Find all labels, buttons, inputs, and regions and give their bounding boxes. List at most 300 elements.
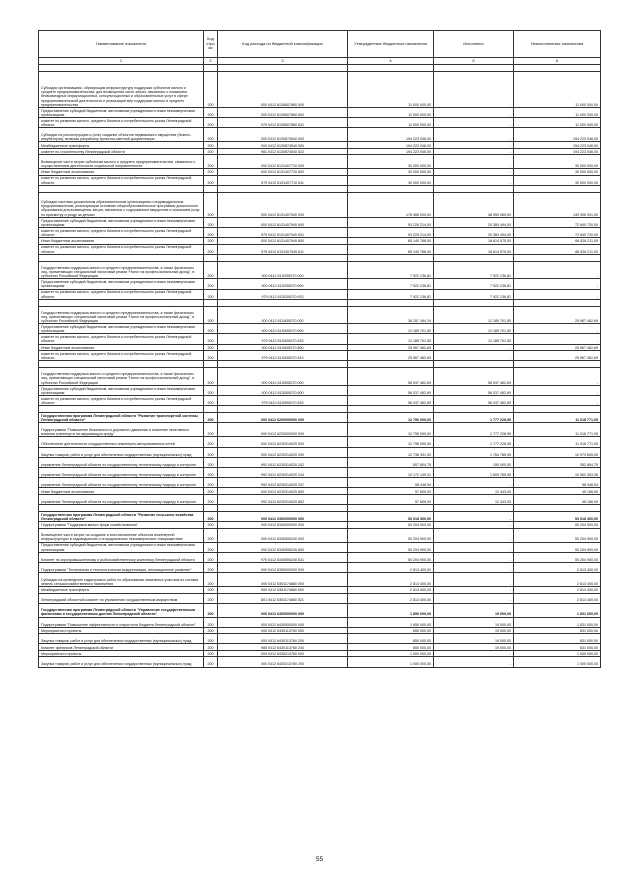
row-executed: 38 959 069,00 <box>434 192 514 217</box>
row-unexecuted: - <box>514 334 601 344</box>
table-row <box>39 368 601 386</box>
row-approved: 30 000 000,00 <box>348 169 434 176</box>
spacer-cell <box>348 504 434 511</box>
row-approved: 1 000 000,00 <box>348 650 434 657</box>
row-kbk: 979 0412 613I455270 813 <box>218 351 348 361</box>
spacer-cell <box>39 65 204 72</box>
spacer-cell <box>514 406 601 413</box>
row-name: Иные бюджетные ассигнования <box>39 344 204 351</box>
row-executed: 19 000,00 <box>434 603 514 617</box>
row-unexecuted: 30 000 000,00 <box>514 169 601 176</box>
row-kbk: 000 0412 6230314020 800 <box>218 488 348 495</box>
row-line-code: 200 <box>204 437 218 447</box>
table-row <box>39 494 601 504</box>
col-header-line-code: Код стро ки <box>204 31 218 58</box>
table-row <box>39 279 601 289</box>
row-line-code: 200 <box>204 627 218 634</box>
row-line-code: 200 <box>204 227 218 237</box>
row-approved: 178 366 000,00 <box>348 192 434 217</box>
row-line-code: 200 <box>204 385 218 395</box>
spacer-cell <box>434 299 514 306</box>
row-kbk: 979 0412 6130607860 631 <box>218 118 348 128</box>
row-kbk: 000 0412 6430000000 000 <box>218 617 348 627</box>
row-line-code: 200 <box>204 279 218 289</box>
row-kbk: 992 0412 6230314020 852 <box>218 494 348 504</box>
row-kbk: 000 0412 6131407940 800 <box>218 238 348 245</box>
row-approved: 1 850 000,00 <box>348 603 434 617</box>
spacer-cell <box>434 504 514 511</box>
row-line-code: 200 <box>204 118 218 128</box>
row-name: Субсидии частным дошкольным образовательным организациям и индивидуальным предпринимателям, реализующим основные общеобразовательные программы дошкольного образования для возмещения затрат, связанных с содержанием имущества и оказанием услуг по присмотру и уходу за детьми <box>39 192 204 217</box>
row-name: комитет по развитию малого, среднего бизнеса и потребительского рынка Ленинградской области <box>39 334 204 344</box>
col-number: 6 <box>514 58 601 65</box>
row-executed: - <box>434 586 514 593</box>
spacer-row <box>39 504 601 511</box>
row-name: Государственная поддержка малого и среднего предпринимательства, а также физических лиц, применяющих специальный налоговый режим "Налог на профессиональный доход", в субъектах Российской Федерации <box>39 368 204 386</box>
spacer-cell <box>218 254 348 261</box>
row-unexecuted: 45 166,00 <box>514 488 601 495</box>
row-executed: 1 777 228,95 <box>434 437 514 447</box>
row-approved: 7 922 236,81 <box>348 289 434 299</box>
table-row <box>39 175 601 185</box>
row-kbk: 000 0412 6430113760 200 <box>218 634 348 644</box>
row-executed: - <box>434 155 514 169</box>
spacer-cell <box>514 504 601 511</box>
row-unexecuted: 50 204 900,00 <box>514 522 601 529</box>
row-name: Возмещение части затрат субъектам малого и среднего предпринимательства, связанных с осуществлением деятельности социальной направленности <box>39 155 204 169</box>
row-unexecuted: 1 831 000,00 <box>514 617 601 627</box>
spacer-cell <box>39 406 204 413</box>
row-kbk: 979 0412 6131407940 631 <box>218 227 348 237</box>
table-row <box>39 385 601 395</box>
row-approved: 30 000 000,00 <box>348 155 434 169</box>
table-row <box>39 128 601 142</box>
table-row <box>39 562 601 572</box>
spacer-row <box>39 185 601 192</box>
table-row <box>39 457 601 467</box>
row-executed: 56 037 462,69 <box>434 396 514 406</box>
row-name: Межбюджетные трансферты <box>39 586 204 593</box>
row-kbk: 000 0412 6130607860 600 <box>218 107 348 117</box>
row-name: Комитет по агропромышленному и рыбохозяйственному комплексу Ленинградской области <box>39 552 204 562</box>
row-approved: 85 140 786,00 <box>348 238 434 245</box>
row-approved: 25 967 462,69 <box>348 344 434 351</box>
table-row <box>39 593 601 603</box>
row-approved: 7 922 236,81 <box>348 279 434 289</box>
table-row <box>39 192 601 217</box>
row-executed: 18 614 575,00 <box>434 238 514 245</box>
row-executed: - <box>434 562 514 572</box>
row-unexecuted: 50 204 900,00 <box>514 528 601 542</box>
row-line-code: 200 <box>204 344 218 351</box>
row-kbk: 000 0412 6351174680 500 <box>218 586 348 593</box>
row-approved: 11 000 000,00 <box>348 72 434 108</box>
spacer-row <box>39 254 601 261</box>
spacer-cell <box>204 254 218 261</box>
row-name: Подпрограмма "Поддержка малых форм хозяйствования" <box>39 522 204 529</box>
row-approved: 93 225 214,00 <box>348 217 434 227</box>
row-kbk: 985 0412 6430113760 244 <box>218 644 348 651</box>
row-kbk: 000 0412 6430213760 000 <box>218 650 348 657</box>
row-unexecuted: 25 967 462,69 <box>514 306 601 324</box>
spacer-cell <box>218 406 348 413</box>
row-kbk: 000 0412 6230314020 000 <box>218 437 348 447</box>
row-kbk: 000 0412 6130874540 500 <box>218 142 348 149</box>
row-line-code: 200 <box>204 562 218 572</box>
row-kbk: 000 0412 6400000000 000 <box>218 603 348 617</box>
row-unexecuted: 72 840 720,00 <box>514 217 601 227</box>
row-unexecuted: - <box>514 279 601 289</box>
spacer-cell <box>348 406 434 413</box>
table-row <box>39 217 601 227</box>
row-name: Комитет финансов Ленинградской области <box>39 644 204 651</box>
row-line-code: 200 <box>204 593 218 603</box>
row-line-code: 200 <box>204 324 218 334</box>
row-executed: - <box>434 593 514 603</box>
row-executed: - <box>434 175 514 185</box>
row-name: управление Ленинградской области по государственному техническому надзору и контролю <box>39 457 204 467</box>
row-line-code: 200 <box>204 488 218 495</box>
row-name: Иные бюджетные ассигнования <box>39 169 204 176</box>
row-line-code: 200 <box>204 457 218 467</box>
spacer-cell <box>39 254 204 261</box>
row-name: комитет по развитию малого, среднего бизнеса и потребительского рынка Ленинградской области <box>39 289 204 299</box>
row-kbk: 000 0412 6130874540 000 <box>218 128 348 142</box>
table-row <box>39 617 601 627</box>
row-approved: 12 189 701,50 <box>348 334 434 344</box>
col-number: 4 <box>348 58 434 65</box>
row-name: Предоставление субсидий бюджетным, автономным учреждениям и иным некоммерческим организациям <box>39 279 204 289</box>
row-line-code: 200 <box>204 603 218 617</box>
row-unexecuted: 194 223 046,00 <box>514 142 601 149</box>
row-line-code: 200 <box>204 528 218 542</box>
row-name: Государственная программа Ленинградской области "Развитие транспортной системы Ленинградской области" <box>39 413 204 423</box>
row-executed: - <box>434 542 514 552</box>
row-kbk: 000 0412 6430113760 000 <box>218 627 348 634</box>
spacer-cell <box>514 299 601 306</box>
row-line-code: 200 <box>204 542 218 552</box>
row-name: Государственная поддержка малого и среднего предпринимательства, а также физических лиц, применяющих специальный налоговый режим "Налог на профессиональный доход", в субъектах Российской Федерации <box>39 306 204 324</box>
row-unexecuted: 10 562 353,36 <box>514 467 601 477</box>
row-executed: 19 000,00 <box>434 634 514 644</box>
row-name: Обеспечение деятельности государственных инженерно-авторизованных сетей <box>39 437 204 447</box>
table-row <box>39 478 601 488</box>
row-unexecuted: 194 223 046,00 <box>514 148 601 155</box>
row-kbk: 000 0412 6351174680 000 <box>218 573 348 587</box>
row-approved: 85 140 786,00 <box>348 244 434 254</box>
row-unexecuted: - <box>514 324 601 334</box>
row-unexecuted: 2 813 400,00 <box>514 562 601 572</box>
row-unexecuted: 72 840 720,00 <box>514 227 601 237</box>
table-row <box>39 603 601 617</box>
table-row <box>39 334 601 344</box>
report-table-container <box>38 30 600 668</box>
col-header-executed: Исполнено <box>434 31 514 58</box>
row-name: Государственная программа Ленинградской области "Управление государственными финансами и государственным долгом Ленинградской области" <box>39 603 204 617</box>
spacer-cell <box>434 406 514 413</box>
spacer-cell <box>348 254 434 261</box>
col-header-approved: Утвержденные бюджетные назначения <box>348 31 434 58</box>
row-executed: - <box>434 344 514 351</box>
row-unexecuted: 45 166,00 <box>514 494 601 504</box>
spacer-cell <box>434 254 514 261</box>
row-name: Возмещение части затрат на создание и восстановление объектов инженерной инфраструктуры в садоводческих и огороднических некоммерческих товариществах <box>39 528 204 542</box>
spacer-cell <box>39 185 204 192</box>
row-line-code: 200 <box>204 142 218 149</box>
row-executed: 155 000,00 <box>434 457 514 467</box>
row-executed: 56 037 462,69 <box>434 368 514 386</box>
col-header-name: Наименование показателя <box>39 31 204 58</box>
row-line-code: 200 <box>204 175 218 185</box>
table-row <box>39 423 601 437</box>
row-name: управление Ленинградской области по государственному техническому надзору и контролю <box>39 478 204 488</box>
row-line-code: 200 <box>204 511 218 521</box>
column-number-row <box>39 58 601 65</box>
col-number: 1 <box>39 58 204 65</box>
row-executed: 7 922 236,81 <box>434 261 514 279</box>
row-kbk: 000 0412 6131407940 600 <box>218 217 348 227</box>
row-approved: 12 796 000,00 <box>348 423 434 437</box>
table-row <box>39 227 601 237</box>
row-name: Государственная программа Ленинградской области "Развитие сельского хозяйства Ленинградской области" <box>39 511 204 521</box>
row-approved: 50 204 900,00 <box>348 522 434 529</box>
spacer-cell <box>204 406 218 413</box>
row-name: Субсидии организациям, образующим инфраструктуру поддержки субъектов малого и среднего предпринимательства, для возмещения части затрат, связанных с оказанием безвозмездных информационных, консультационных и образовательных услуг в сфере предпринимательской деятельности и реализации мер поддержки малого и среднего предпринимательства <box>39 72 204 108</box>
row-line-code: 200 <box>204 155 218 169</box>
table-row <box>39 306 601 324</box>
table-row <box>39 467 601 477</box>
row-approved: 2 813 400,00 <box>348 593 434 603</box>
row-name: Закупка товаров, работ и услуг для обеспечения государственных (муниципальных) нужд <box>39 634 204 644</box>
row-name: комитет по развитию малого, среднего бизнеса и потребительского рынка Ленинградской области <box>39 175 204 185</box>
row-executed: 18 614 575,00 <box>434 244 514 254</box>
row-unexecuted: 831 000,00 <box>514 634 601 644</box>
row-unexecuted: 1 000 000,00 <box>514 657 601 667</box>
row-approved: 53 018 300,00 <box>348 511 434 521</box>
row-approved: 56 037 462,69 <box>348 368 434 386</box>
table-row <box>39 244 601 254</box>
row-approved: 7 922 236,81 <box>348 261 434 279</box>
row-unexecuted: 50 204 900,00 <box>514 552 601 562</box>
row-name: Ленинградский областной комитет по управлению государственным имуществом <box>39 593 204 603</box>
row-unexecuted: 66 526 211,00 <box>514 244 601 254</box>
row-executed: 1 777 228,95 <box>434 423 514 437</box>
row-line-code: 200 <box>204 552 218 562</box>
row-unexecuted: 50 204 900,00 <box>514 542 601 552</box>
row-line-code: 200 <box>204 217 218 227</box>
row-kbk: 000 0412 613I255270 600 <box>218 279 348 289</box>
table-row <box>39 324 601 334</box>
row-unexecuted: 11 000 000,00 <box>514 107 601 117</box>
row-approved: 12 796 000,00 <box>348 437 434 447</box>
spacer-cell <box>514 185 601 192</box>
row-approved: 2 813 400,00 <box>348 573 434 587</box>
row-approved: 12 189 701,50 <box>348 324 434 334</box>
spacer-cell <box>348 299 434 306</box>
table-row <box>39 351 601 361</box>
row-line-code: 200 <box>204 447 218 457</box>
spacer-cell <box>434 65 514 72</box>
row-kbk: 979 0412 613I455270 633 <box>218 334 348 344</box>
table-row <box>39 261 601 279</box>
row-unexecuted: 25 967 462,69 <box>514 351 601 361</box>
spacer-cell <box>204 361 218 368</box>
row-approved: 56 037 462,69 <box>348 396 434 406</box>
row-kbk: 000 0412 6340506240 000 <box>218 528 348 542</box>
spacer-cell <box>218 504 348 511</box>
row-approved: 850 000,00 <box>348 644 434 651</box>
row-executed: - <box>434 511 514 521</box>
row-unexecuted: 30 000 000,00 <box>514 175 601 185</box>
table-row <box>39 72 601 108</box>
row-unexecuted: 11 000 000,00 <box>514 118 601 128</box>
row-approved: 50 204 900,00 <box>348 528 434 542</box>
row-line-code: 200 <box>204 396 218 406</box>
row-executed: 20 384 494,00 <box>434 227 514 237</box>
row-unexecuted: 66 526 211,00 <box>514 238 601 245</box>
row-kbk: 000 0412 6340506240 600 <box>218 542 348 552</box>
row-name: управление Ленинградской области по государственному техническому надзору и контролю <box>39 467 204 477</box>
row-unexecuted: 2 813 400,00 <box>514 593 601 603</box>
row-executed: - <box>434 107 514 117</box>
row-name: Предоставление субсидий бюджетным, автономным учреждениям и иным некоммерческим организациям <box>39 107 204 117</box>
row-executed: 12 189 701,50 <box>434 324 514 334</box>
table-row <box>39 396 601 406</box>
row-line-code: 200 <box>204 494 218 504</box>
row-unexecuted: 30 000 000,00 <box>514 155 601 169</box>
row-executed: - <box>434 148 514 155</box>
row-executed: 20 384 494,00 <box>434 217 514 227</box>
row-unexecuted: 58 446,94 <box>514 478 601 488</box>
row-unexecuted: 11 018 771,05 <box>514 423 601 437</box>
row-name: комитет по развитию малого, среднего бизнеса и потребительского рынка Ленинградской области <box>39 227 204 237</box>
row-line-code: 200 <box>204 107 218 117</box>
row-unexecuted: 25 967 462,69 <box>514 344 601 351</box>
row-kbk: 000 0412 6130607860 000 <box>218 72 348 108</box>
row-approved: 12 172 139,31 <box>348 467 434 477</box>
row-executed: - <box>434 528 514 542</box>
spacer-row <box>39 299 601 306</box>
row-unexecuted: - <box>514 261 601 279</box>
row-line-code: 200 <box>204 192 218 217</box>
table-row <box>39 657 601 667</box>
row-approved: 50 204 900,00 <box>348 552 434 562</box>
row-name: Субсидии на реконструкцию и (или) создание объектов недвижимого имущества (бизнес-инкубаторов), включая разработку проектно-сметной документации <box>39 128 204 142</box>
row-kbk: 000 0412 613I455270 000 <box>218 306 348 324</box>
row-kbk: 000 0412 6430213760 200 <box>218 657 348 667</box>
row-executed: - <box>434 657 514 667</box>
row-kbk: 975 0412 6340506240 631 <box>218 552 348 562</box>
row-line-code: 200 <box>204 334 218 344</box>
col-header-kbk: Код расхода по бюджетной классификации <box>218 31 348 58</box>
row-approved: 1 850 000,00 <box>348 617 434 627</box>
page-number: 55 <box>315 856 324 863</box>
row-executed: 56 037 462,69 <box>434 385 514 395</box>
row-unexecuted: 139 306 931,00 <box>514 192 601 217</box>
row-unexecuted: 194 223 046,00 <box>514 128 601 142</box>
row-line-code: 200 <box>204 261 218 279</box>
row-approved: 194 223 046,00 <box>348 142 434 149</box>
spacer-row <box>39 65 601 72</box>
row-name: управление Ленинградской области по государственному техническому надзору и контролю <box>39 494 204 504</box>
row-approved: 2 813 400,00 <box>348 586 434 593</box>
row-unexecuted: 11 018 771,05 <box>514 437 601 447</box>
row-executed: 1 609 785,95 <box>434 467 514 477</box>
row-line-code: 200 <box>204 634 218 644</box>
row-approved: 58 446,94 <box>348 478 434 488</box>
col-header-unexecuted: Неисполненные назначения <box>514 31 601 58</box>
row-kbk: 000 0412 6340000000 000 <box>218 522 348 529</box>
row-line-code: 200 <box>204 467 218 477</box>
row-executed: 1 764 785,95 <box>434 447 514 457</box>
spacer-cell <box>434 185 514 192</box>
row-unexecuted: 352 804,75 <box>514 457 601 467</box>
spacer-cell <box>348 65 434 72</box>
row-kbk: 979 0412 6131407710 811 <box>218 175 348 185</box>
table-row <box>39 118 601 128</box>
col-number: 2 <box>204 58 218 65</box>
row-name: Закупка товаров, работ и услуг для обеспечения государственных (муниципальных) нужд <box>39 657 204 667</box>
row-approved: 11 000 000,00 <box>348 118 434 128</box>
row-kbk: 801 0412 6351174680 521 <box>218 593 348 603</box>
row-name: Государственная поддержка малого и среднего предпринимательства, а также физических лиц, применяющих специальный налоговый режим "Налог на профессиональный доход", в субъектах Российской Федерации <box>39 261 204 279</box>
table-row <box>39 413 601 423</box>
row-executed: 7 922 236,81 <box>434 279 514 289</box>
row-executed: 12 189 701,50 <box>434 334 514 344</box>
row-name: Предоставление субсидий бюджетным, автономным учреждениям и иным некоммерческим организациям <box>39 385 204 395</box>
row-approved: 11 000 000,00 <box>348 107 434 117</box>
spacer-cell <box>39 361 204 368</box>
row-name: комитет по развитию малого, среднего бизнеса и потребительского рынка Ленинградской области <box>39 396 204 406</box>
row-kbk: 000 0412 6350000000 000 <box>218 562 348 572</box>
row-line-code: 200 <box>204 586 218 593</box>
row-kbk: 981 0412 6130874540 522 <box>218 148 348 155</box>
row-approved: 850 000,00 <box>348 634 434 644</box>
spacer-cell <box>514 254 601 261</box>
row-name: Предоставление субсидий бюджетным, автономным учреждениям и иным некоммерческим организациям <box>39 217 204 227</box>
row-executed: - <box>434 522 514 529</box>
col-number: 5 <box>434 58 514 65</box>
row-kbk: 000 0412 6230314020 200 <box>218 447 348 457</box>
row-kbk: 000 0412 6300000000 000 <box>218 511 348 521</box>
row-executed: - <box>434 142 514 149</box>
header-row <box>39 31 601 58</box>
spacer-cell <box>218 185 348 192</box>
row-line-code: 200 <box>204 351 218 361</box>
row-unexecuted: 11 018 771,05 <box>514 413 601 423</box>
spacer-cell <box>218 65 348 72</box>
row-line-code: 200 <box>204 522 218 529</box>
row-executed: 1 777 228,95 <box>434 413 514 423</box>
row-executed: 12 443,00 <box>434 488 514 495</box>
row-kbk: 000 0412 6230000000 000 <box>218 423 348 437</box>
row-approved: 194 223 046,00 <box>348 128 434 142</box>
row-unexecuted: 2 813 400,00 <box>514 586 601 593</box>
table-row <box>39 511 601 521</box>
table-row <box>39 107 601 117</box>
row-kbk: 000 0412 613I455270 600 <box>218 324 348 334</box>
row-name: Межбюджетные трансферты <box>39 142 204 149</box>
row-executed: - <box>434 128 514 142</box>
row-line-code: 200 <box>204 244 218 254</box>
row-name: Мероприятия и проекты <box>39 650 204 657</box>
row-kbk: 979 0412 613I555270 633 <box>218 396 348 406</box>
spacer-cell <box>204 299 218 306</box>
table-row <box>39 155 601 169</box>
row-name: Подпрограмма "Повышение безопасности дорожного движения и снижение негативного влияния транспорта на окружающую среду" <box>39 423 204 437</box>
row-kbk: 992 0412 6230314020 244 <box>218 467 348 477</box>
spacer-cell <box>204 185 218 192</box>
